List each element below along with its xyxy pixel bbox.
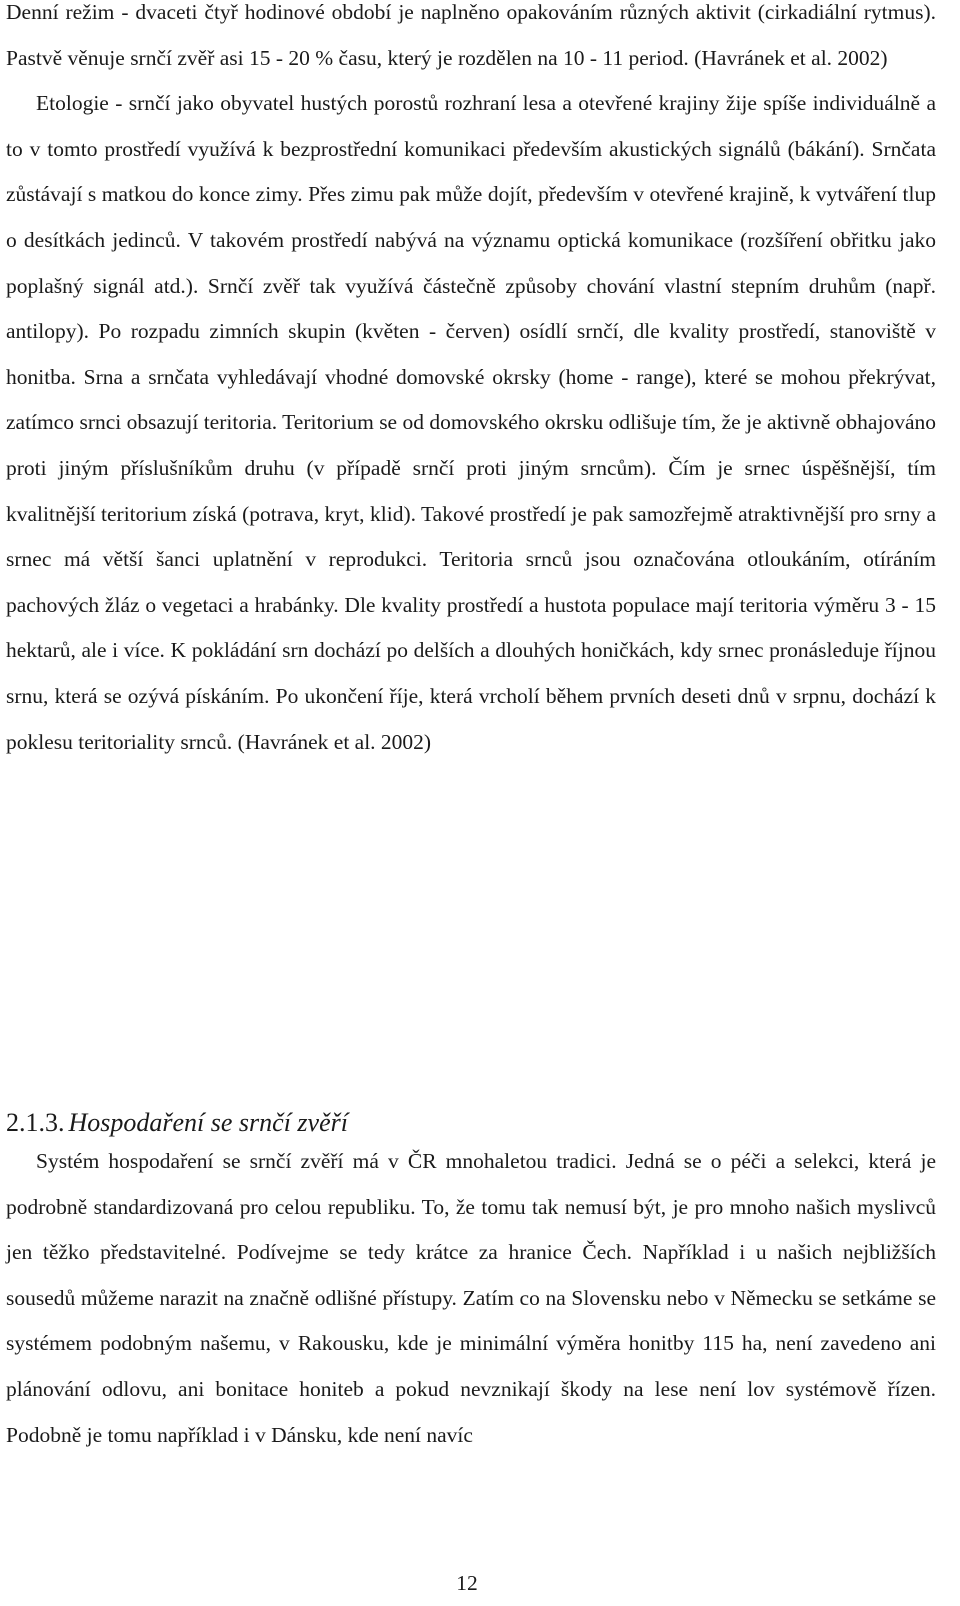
paragraph-daily-regime: Denní režim - dvaceti čtyř hodinové období je naplněno opakováním různých aktivit (cirkadiální rytmus). Pastvě věnuje srnčí zvěř asi 15 - 20 % času, který je rozdělen na 10 - 11 period. (Havránek et al. 2002) (6, 0, 936, 70)
paragraph-management: Systém hospodaření se srnčí zvěří má v ČR mnohaletou tradici. Jedná se o péči a selekci, která je podrobně standardizovaná pro celou republiku. To, že tomu tak nemusí být, je pro mnoho našich myslivců jen těžko představitelné. Podívejme se tedy krátce za hranice Čech. Například i u našich nejbližších sousedů můžeme narazit na značně odlišné přístupy. Zatím co na Slovensku nebo v Německu se setkáme se systémem podobným našemu, v Rakousku, kde je minimální výměra honitby 115 ha, není zavedeno ani plánování odlovu, ani bonitace honiteb a pokud nevznikají škody na lese není lov systémově řízen. Podobně je tomu například i v Dánsku, kde není navíc (6, 1149, 936, 1447)
section-body-management (6, 1139, 936, 1458)
section-number: 2.1.3. (6, 1108, 65, 1137)
paragraph-ethology: Etologie - srnčí jako obyvatel hustých porostů rozhraní lesa a otevřené krajiny žije spíše individuálně a to v tomto prostředí využívá k bezprostřední komunikaci především akustických signálů (bákání). Srnčata zůstávají s matkou do konce zimy. Přes zimu pak může dojít, především v otevřené krajině, k vytváření tlup o desítkách jedinců. V takovém prostředí nabývá na významu optická komunikace (rozšíření obřitku jako poplašný signál atd.). Srnčí zvěř tak využívá částečně způsoby chování vlastní stepním druhům (např. antilopy). Po rozpadu zimních skupin (květen - červen) osídlí srnčí, dle kvality prostředí, stanoviště v honitba. Srna a srnčata vyhledávají vhodné domovské okrsky (home - range), které se mohou překrývat, zatímco srnci obsazují teritoria. Teritorium se od domovského okrsku odlišuje tím, že je aktivně obhajováno proti jiným příslušníkům druhu (v případě srnčí proti jiným srncům). Čím je srnec úspěšnější, tím kvalitnější teritorium získá (potrava, kryt, klid). Takové prostředí je pak samozřejmě atraktivnější pro srny a srnec má větší šanci uplatnění v reprodukci. Teritoria srnců jsou označována otloukáním, otíráním pachových žláz o vegetaci a hrabánky. Dle kvality prostředí a hustota populace mají teritoria výměru 3 - 15 hektarů, ale i více. K pokládání srn dochází po delších a dlouhých honičkách, kdy srnec pronásleduje říjnou srnu, která se ozývá pískáním. Po ukončení říje, která vrcholí během prvních deseti dnů v srpnu, dochází k poklesu teritoriality srnců. (Havránek et al. 2002) (6, 91, 936, 754)
section-title: Hospodaření se srnčí zvěří (68, 1108, 348, 1137)
section-heading (6, 1106, 348, 1140)
page-number: 12 (456, 1571, 478, 1595)
section-body-ethology (6, 0, 936, 765)
